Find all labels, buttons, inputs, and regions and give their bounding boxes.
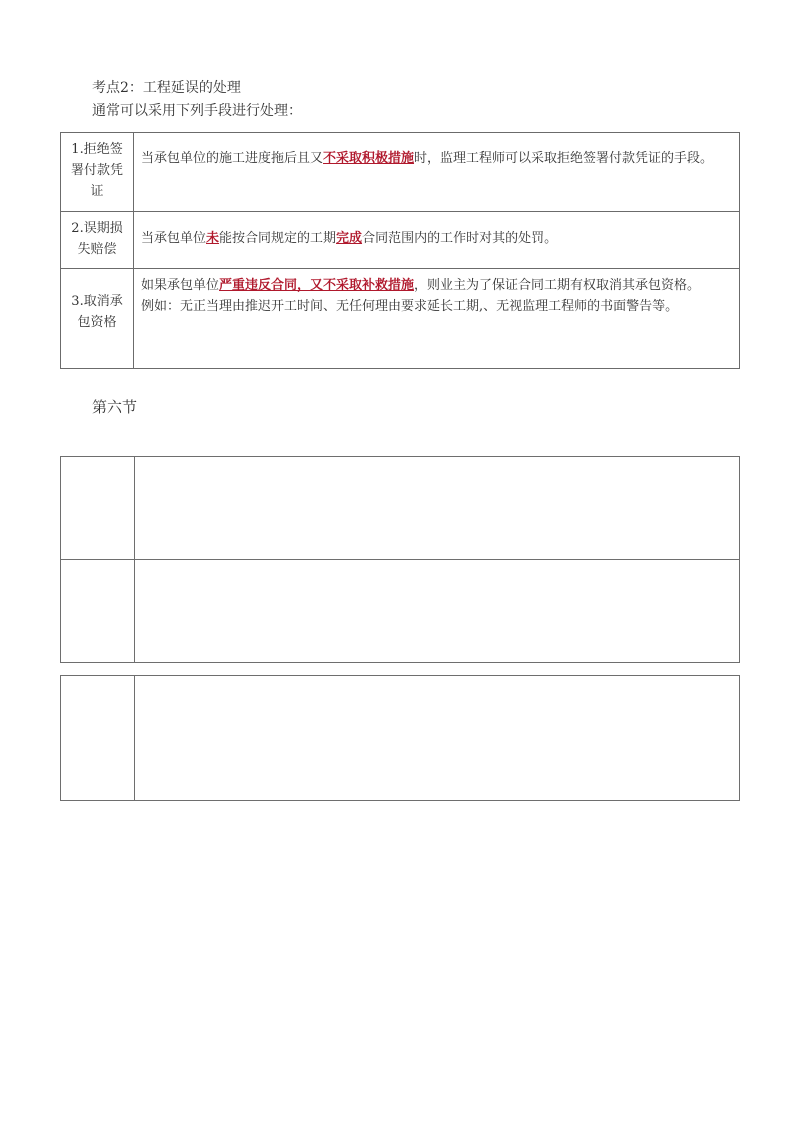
row-text: ，则业主为了保证合同工期有权取消其承包资格。 [414, 278, 701, 293]
intro-text: 通常可以采用下列手段进行处理： [92, 103, 302, 119]
row-content [134, 269, 740, 369]
example-text: 例如：无正当理由推迟开工时间、无任何理由要求延长工期,、无视监理工程师的书面警告等。 [141, 299, 679, 314]
highlight-text: 不采取积极措施 [323, 151, 415, 166]
table-row [61, 676, 740, 801]
highlight-text: 严重违反合同，又不采取补救措施 [219, 278, 415, 293]
empty-cell [135, 457, 740, 560]
empty-cell [61, 457, 135, 560]
table-row [61, 133, 740, 212]
empty-cell [135, 676, 740, 801]
row-label: 1.拒绝签署付款凭证 [61, 133, 134, 212]
row-text: 合同范围内的工作时对其的处罚。 [362, 231, 558, 246]
delay-handling-table [60, 132, 740, 369]
empty-table [60, 675, 740, 801]
row-content [134, 212, 740, 269]
row-text: 能按合同规定的工期 [219, 231, 337, 246]
row-text: 时，监理工程师可以采取拒绝签署付款凭证的手段。 [414, 151, 714, 166]
row-text: 当承包单位的施工进度拖后且又 [141, 151, 324, 166]
empty-table [60, 456, 740, 663]
empty-cell [61, 676, 135, 801]
row-paragraph [141, 275, 731, 296]
empty-cell [61, 560, 135, 663]
row-content [134, 133, 740, 212]
row-label: 3.取消承包资格 [61, 269, 134, 369]
row-text: 当承包单位 [141, 231, 207, 246]
highlight-text: 未 [206, 231, 220, 246]
row-text: 如果承包单位 [141, 278, 220, 293]
table-row [61, 212, 740, 269]
table-row [61, 560, 740, 663]
row-label: 2.误期损失赔偿 [61, 212, 134, 269]
table-row [61, 269, 740, 369]
table-row [61, 457, 740, 560]
section-title: 第六节 [92, 398, 138, 416]
empty-cell [135, 560, 740, 663]
topic-heading: 考点2：工程延误的处理 [92, 80, 241, 96]
highlight-text: 完成 [336, 231, 363, 246]
